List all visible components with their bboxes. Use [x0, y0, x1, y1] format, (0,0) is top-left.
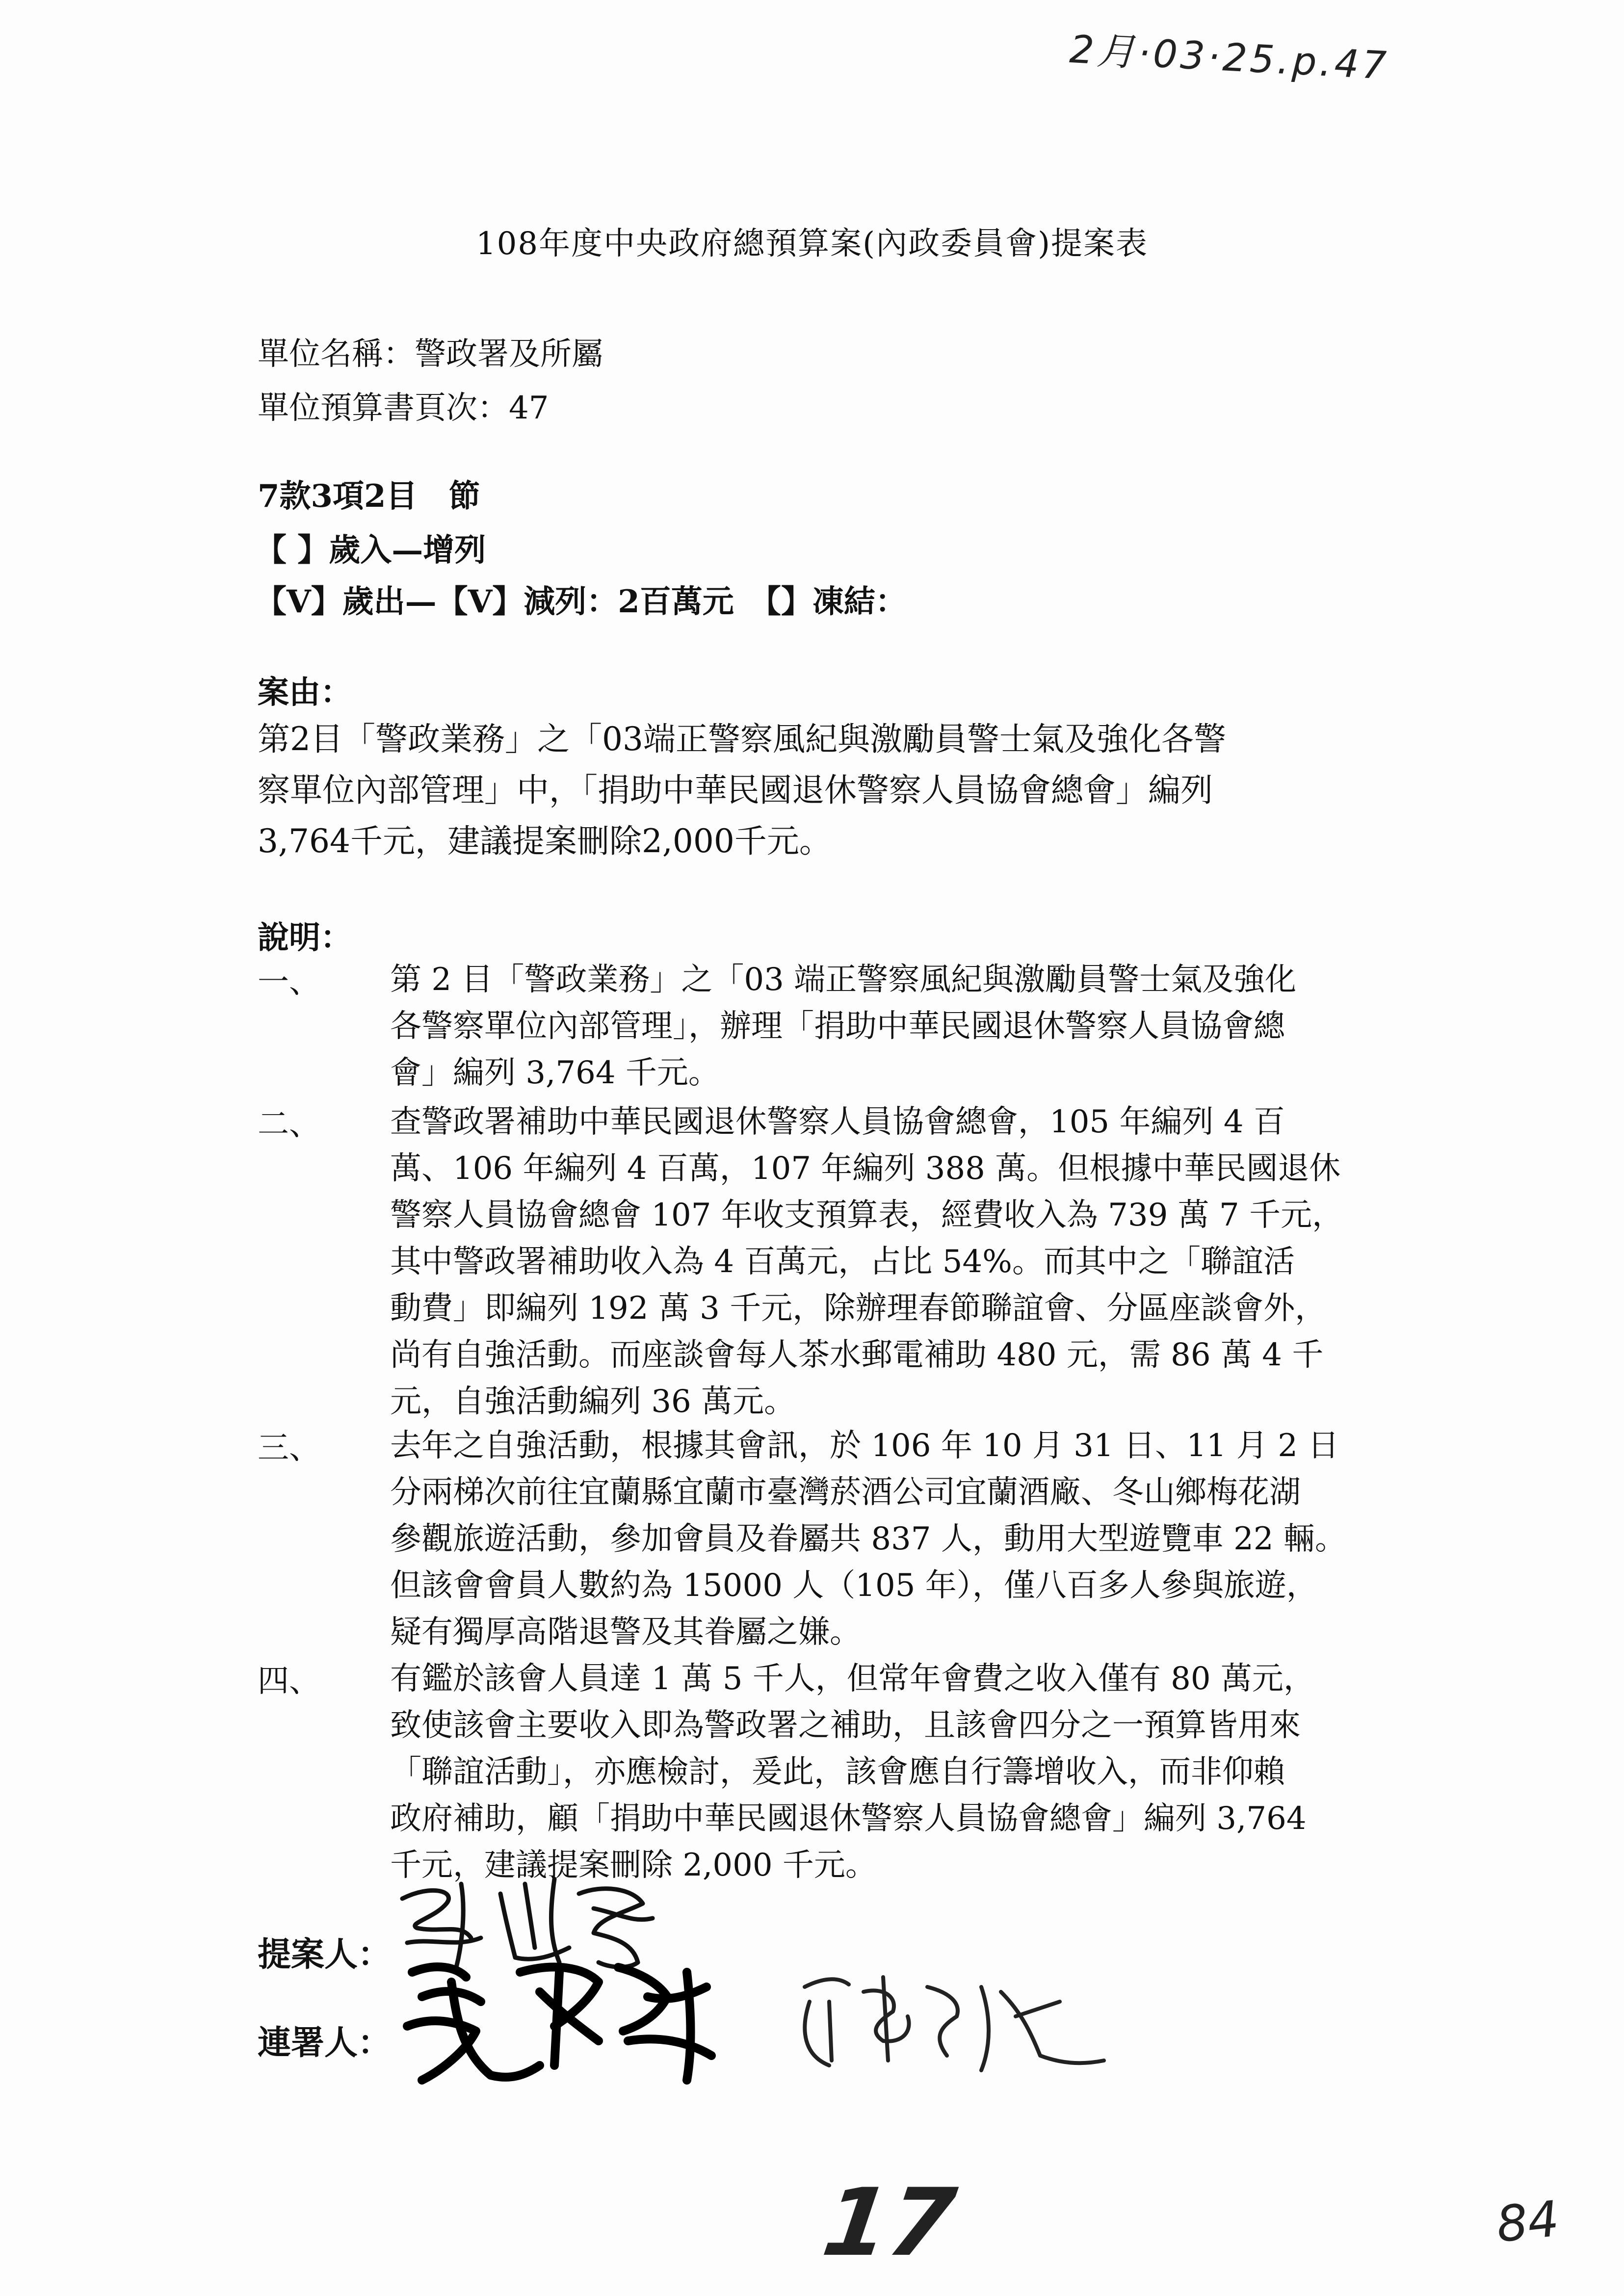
note-line: 動費」即編列 192 萬 3 千元，除辦理春節聯誼會、分區座談會外， — [390, 1290, 1327, 1327]
note-line: 疑有獨厚高階退警及其眷屬之嫌。 — [390, 1614, 861, 1650]
reason-heading: 案由： — [258, 674, 352, 711]
note-line: 其中警政署補助收入為 4 百萬元，占比 54%。而其中之「聯誼活 — [390, 1244, 1295, 1280]
income-line: 【 】歲入—增列 — [255, 532, 486, 569]
note-number: 四、 — [258, 1663, 320, 1699]
note-body — [390, 1423, 1346, 1656]
note-line: 萬、106 年編列 4 百萬，107 年編列 388 萬。但根據中華民國退休 — [390, 1150, 1341, 1187]
note-line: 但該會會員人數約為 15000 人（105 年），僅八百多人參與旅遊， — [390, 1567, 1318, 1604]
proposer-label: 提案人： — [258, 1935, 392, 1974]
expense-line: 【V】歲出—【V】減列：2百萬元 【】凍結： — [255, 583, 907, 620]
note-line: 千元，建議提案刪除 2,000 千元。 — [390, 1847, 877, 1883]
note-line: 尚有自強活動。而座談會每人茶水郵電補助 480 元，需 86 萬 4 千 — [390, 1337, 1324, 1373]
note-line: 「聯誼活動」，亦應檢討，爰此，該會應自行籌增收入，而非仰賴 — [390, 1754, 1285, 1790]
note-line: 第 2 目「警政業務」之「03 端正警察風紀與激勵員警士氣及強化 — [390, 962, 1297, 998]
note-line: 警察人員協會總會 107 年收支預算表，經費收入為 739 萬 7 千元， — [390, 1197, 1344, 1233]
note-line: 致使該會主要收入即為警政署之補助，且該會四分之一預算皆用來 — [390, 1707, 1301, 1744]
reason-line: 察單位內部管理」中，「捐助中華民國退休警察人員協會總會」編列 — [258, 771, 1213, 809]
note-number: 二、 — [258, 1106, 320, 1143]
note-line: 去年之自強活動，根據其會訊，於 106 年 10 月 31 日、11 月 2 日 — [390, 1428, 1339, 1464]
notes-heading: 說明： — [258, 919, 352, 956]
note-line: 查警政署補助中華民國退休警察人員協會總會，105 年編列 4 百 — [390, 1104, 1285, 1140]
unit-budget-page: 單位預算書頁次：47 — [258, 390, 549, 426]
reason-line: 第2目「警政業務」之「03端正警察風紀與激勵員警士氣及強化各警 — [258, 720, 1226, 758]
cosigner-label: 連署人： — [258, 2023, 392, 2062]
handwritten-date-note: 2月·03·25.p.47 — [1068, 27, 1390, 88]
cosigner-signature-1 — [393, 1943, 736, 2090]
handwritten-corner-number: 84 — [1493, 2190, 1562, 2254]
note-line: 有鑑於該會人員達 1 萬 5 千人，但常年會費之收入僅有 80 萬元， — [390, 1661, 1315, 1697]
note-line: 分兩梯次前往宜蘭縣宜蘭市臺灣菸酒公司宜蘭酒廠、冬山鄉梅花湖 — [390, 1474, 1301, 1511]
note-number: 一、 — [258, 964, 320, 1000]
page-title: 108年度中央政府總預算案(內政委員會)提案表 — [475, 226, 1149, 262]
note-number: 三、 — [258, 1430, 320, 1466]
note-body — [390, 1656, 1315, 1889]
note-line: 政府補助，顧「捐助中華民國退休警察人員協會總會」編列 3,764 — [390, 1800, 1307, 1837]
note-body — [390, 1099, 1343, 1425]
note-line: 各警察單位內部管理」，辦理「捐助中華民國退休警察人員協會總 — [390, 1008, 1285, 1044]
unit-name: 單位名稱：警政署及所屬 — [258, 336, 603, 372]
note-body — [390, 957, 1296, 1096]
note-line: 參觀旅遊活動，參加會員及眷屬共 837 人，動用大型遊覽車 22 輛。 — [390, 1521, 1346, 1557]
budget-item-code: 7款3項2目 節 — [258, 478, 480, 515]
note-line: 會」編列 3,764 千元。 — [390, 1055, 720, 1091]
reason-text — [258, 714, 1226, 867]
reason-line: 3,764千元，建議提案刪除2,000千元。 — [258, 822, 832, 860]
note-line: 元，自強活動編列 36 萬元。 — [390, 1383, 796, 1420]
cosigner-signature-2 — [785, 1957, 1119, 2085]
handwritten-page-number: 17 — [816, 2168, 962, 2277]
